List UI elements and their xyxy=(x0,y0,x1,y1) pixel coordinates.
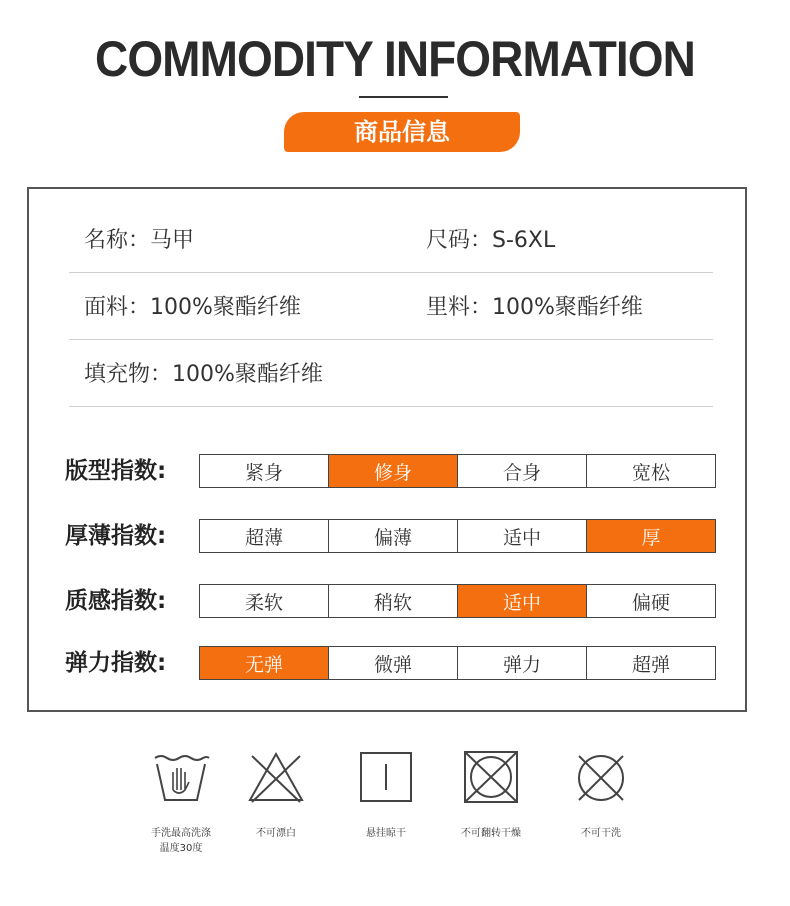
index-option: 偏硬 xyxy=(631,591,670,614)
product-lining: 里料：100%聚酯纤维 xyxy=(426,295,643,320)
no-tumble-dry-icon xyxy=(461,750,521,804)
index-option-selected: 厚 xyxy=(587,520,715,552)
index-option: 超弹 xyxy=(631,653,670,676)
index-option: 偏薄 xyxy=(329,520,458,552)
title-divider xyxy=(359,96,448,98)
care-item xyxy=(336,750,436,841)
care-item xyxy=(551,750,651,841)
index-scale xyxy=(199,519,716,553)
no-bleach-icon xyxy=(246,750,306,804)
product-info-panel xyxy=(27,187,747,712)
care-label: 不可干洗 xyxy=(581,828,621,839)
divider xyxy=(69,339,713,340)
index-option: 稍软 xyxy=(329,585,458,617)
care-item xyxy=(226,750,326,841)
index-label: 版型指数: xyxy=(65,458,167,484)
index-option: 宽松 xyxy=(631,461,670,484)
index-scale xyxy=(199,584,716,618)
hand-wash-icon xyxy=(151,750,211,804)
product-fabric: 面料：100%聚酯纤维 xyxy=(84,295,301,320)
index-option: 柔软 xyxy=(200,585,329,617)
index-option: 适中 xyxy=(458,520,587,552)
care-label: 悬挂晾干 xyxy=(366,828,406,839)
index-option: 弹力 xyxy=(458,647,587,679)
index-option: 合身 xyxy=(458,455,587,487)
care-label: 不可翻转干燥 xyxy=(461,828,521,839)
product-size: 尺码：S-6XL xyxy=(426,228,556,253)
index-label: 弹力指数: xyxy=(65,650,167,676)
index-scale xyxy=(199,646,716,680)
index-option-selected: 适中 xyxy=(458,585,587,617)
care-item xyxy=(131,750,231,856)
hang-dry-icon xyxy=(356,750,416,804)
divider xyxy=(69,272,713,273)
index-option-selected: 无弹 xyxy=(200,647,329,679)
product-filling: 填充物：100%聚酯纤维 xyxy=(84,362,323,387)
index-option-selected: 修身 xyxy=(329,455,458,487)
no-dry-clean-icon xyxy=(571,750,631,804)
index-option: 超薄 xyxy=(200,520,329,552)
page-title: COMMODITY INFORMATION xyxy=(95,31,695,87)
index-option: 紧身 xyxy=(200,455,329,487)
index-label: 厚薄指数: xyxy=(65,523,167,549)
section-badge: 商品信息 xyxy=(284,112,520,152)
care-label: 手洗最高洗涤温度30度 xyxy=(151,828,211,854)
care-item xyxy=(441,750,541,841)
product-name: 名称：马甲 xyxy=(84,228,195,253)
index-option: 微弹 xyxy=(329,647,458,679)
index-label: 质感指数: xyxy=(65,588,167,614)
index-scale xyxy=(199,454,716,488)
care-label: 不可漂白 xyxy=(256,828,296,839)
divider xyxy=(69,406,713,407)
